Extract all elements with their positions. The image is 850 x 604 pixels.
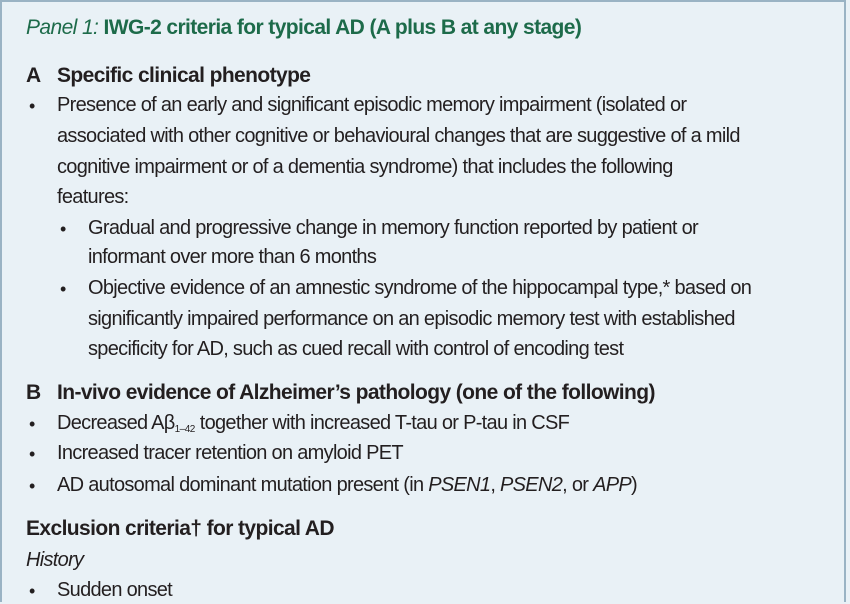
sub-bullet: • (60, 219, 67, 239)
sub-bullet-2-line-2: significantly impaired performance on an episodic memory test with established (88, 308, 735, 330)
section-a-letter: A (26, 64, 41, 87)
item-3-text-start: AD autosomal dominant mutation present (in (57, 474, 429, 496)
sub-bullet-2-line-1: Objective evidence of an amnestic syndrome of the hippocampal type,* based on (88, 277, 752, 299)
bullet: • (29, 444, 36, 464)
section-b-letter: B (26, 381, 41, 404)
section-a-heading (26, 64, 310, 88)
panel-title-text: IWG-2 criteria for typical AD (A plus B at any stage) (98, 16, 582, 39)
sub-bullet: • (60, 279, 67, 299)
sub-bullet-2-line-3: specificity for AD, such as cued recall with control of encoding test (88, 338, 624, 360)
section-b-heading (26, 381, 655, 405)
item-1-subscript: 1–42 (174, 424, 195, 435)
sub-bullet-1-line-1: Gradual and progressive change in memory function reported by patient or (88, 217, 698, 239)
exclusion-item-1: Sudden onset (57, 579, 173, 601)
section-a-text-line-1: Presence of an early and significant episodic memory impairment (isolated or (57, 94, 687, 116)
item-1-text-end: together with increased T-tau or P-tau in CSF (194, 412, 570, 434)
exclusion-subheading: History (26, 549, 84, 571)
item-3-separator-1: , (490, 474, 501, 496)
section-b-item-2: Increased tracer retention on amyloid PET (57, 442, 403, 464)
panel-title (26, 16, 581, 40)
section-b-item-3 (57, 474, 637, 497)
item-1-text-start: Decreased Aβ (57, 412, 175, 434)
section-b-title: In-vivo evidence of Alzheimer’s pathology (one of the following) (57, 381, 655, 404)
sub-bullet-1-line-2: informant over more than 6 months (88, 246, 377, 268)
bullet: • (29, 581, 36, 601)
bullet: • (29, 476, 36, 496)
section-a-text-line-4: features: (57, 186, 129, 208)
item-3-separator-2: , or (562, 474, 594, 496)
bullet: • (29, 414, 36, 434)
bullet: • (29, 96, 36, 116)
item-3-text-end: ) (631, 474, 637, 496)
gene-psen2: PSEN2 (500, 474, 563, 496)
section-a-text-line-2: associated with other cognitive or behavioural changes that are suggestive of a mild (57, 125, 740, 147)
section-a-title: Specific clinical phenotype (57, 64, 311, 87)
panel-title-lead: Panel 1: (26, 16, 99, 39)
gene-app: APP (593, 474, 632, 496)
section-b-item-1 (57, 412, 569, 435)
gene-psen1: PSEN1 (428, 474, 491, 496)
exclusion-heading: Exclusion criteria† for typical AD (26, 517, 334, 540)
section-a-text-line-3: cognitive impairment or of a dementia syndrome) that includes the following (57, 156, 673, 178)
